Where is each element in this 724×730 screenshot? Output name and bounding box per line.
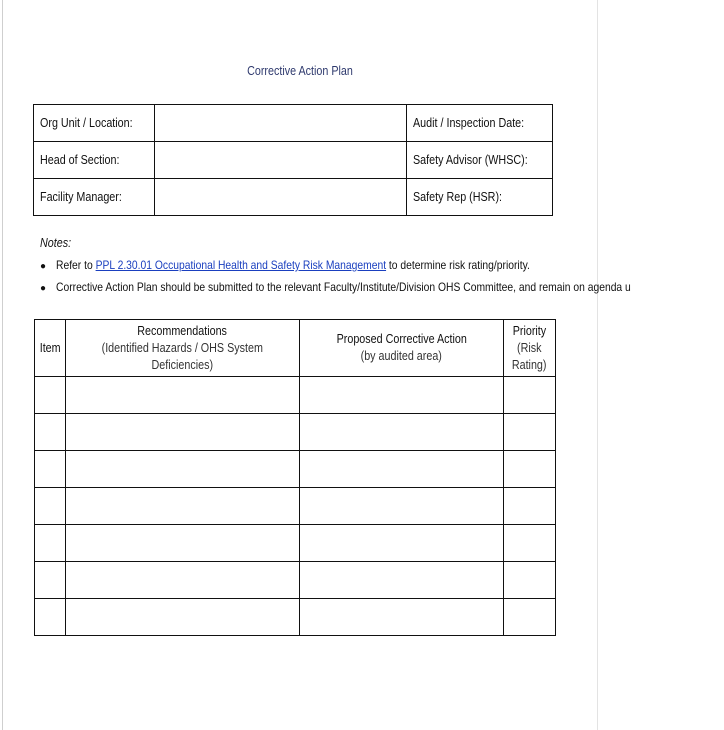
org-unit-field[interactable] [154,105,406,142]
table-row [35,377,556,414]
recommendations-cell[interactable] [65,377,299,414]
table-row [35,414,556,451]
header-item: Item [35,320,66,377]
recommendations-cell[interactable] [65,488,299,525]
recommendations-cell[interactable] [65,599,299,636]
facility-manager-label: Facility Manager: [34,179,155,216]
priority-cell[interactable] [504,562,556,599]
document-title: Corrective Action Plan [247,64,353,78]
table-header-row [35,320,556,377]
audit-date-field[interactable]: Audit / Inspection Date: [406,105,552,142]
recommendations-cell[interactable] [65,451,299,488]
recommendations-cell[interactable] [65,525,299,562]
safety-rep-field[interactable]: Safety Rep (HSR): [406,179,552,216]
header-priority: Priority (Risk Rating) [504,320,556,377]
priority-cell[interactable] [504,599,556,636]
info-row-org-unit [34,105,553,142]
info-row-head-of-section [34,142,553,179]
table-row [35,562,556,599]
table-row [35,451,556,488]
ppl-risk-management-link[interactable]: PPL 2.30.01 Occupational Health and Safety Risk Management [95,258,387,272]
priority-cell[interactable] [504,451,556,488]
bullet-icon: ● [40,261,47,272]
note-item: ● Refer to PPL 2.30.01 Occupational Health and Safety Risk Management to determine risk rating/priority. [40,258,530,272]
table-row [35,599,556,636]
info-table [33,104,553,216]
table-row [35,488,556,525]
priority-cell[interactable] [504,488,556,525]
priority-cell[interactable] [504,377,556,414]
item-cell[interactable] [35,562,66,599]
proposed-action-cell[interactable] [299,599,503,636]
proposed-action-cell[interactable] [299,562,503,599]
info-row-facility-manager [34,179,553,216]
table-row [35,525,556,562]
head-of-section-label: Head of Section: [34,142,155,179]
proposed-action-cell[interactable] [299,525,503,562]
corrective-action-table [34,319,556,636]
note-item: ● Corrective Action Plan should be submitted to the relevant Faculty/Institute/Division OHS Committee, and remain on agenda u [40,280,631,294]
bullet-icon: ● [40,283,47,294]
item-cell[interactable] [35,599,66,636]
proposed-action-cell[interactable] [299,488,503,525]
recommendations-cell[interactable] [65,562,299,599]
facility-manager-field[interactable] [154,179,406,216]
proposed-action-cell[interactable] [299,377,503,414]
header-recommendations: Recommendations (Identified Hazards / OHS System Deficiencies) [65,320,299,377]
head-of-section-field[interactable] [154,142,406,179]
priority-cell[interactable] [504,414,556,451]
page-edge [597,0,598,730]
header-proposed-action: Proposed Corrective Action (by audited area) [299,320,503,377]
notes-title: Notes: [40,236,72,250]
page-edge [2,0,3,730]
item-cell[interactable] [35,451,66,488]
proposed-action-cell[interactable] [299,451,503,488]
safety-advisor-field[interactable]: Safety Advisor (WHSC): [406,142,552,179]
proposed-action-cell[interactable] [299,414,503,451]
item-cell[interactable] [35,414,66,451]
org-unit-label: Org Unit / Location: [34,105,155,142]
item-cell[interactable] [35,488,66,525]
item-cell[interactable] [35,525,66,562]
recommendations-cell[interactable] [65,414,299,451]
item-cell[interactable] [35,377,66,414]
priority-cell[interactable] [504,525,556,562]
